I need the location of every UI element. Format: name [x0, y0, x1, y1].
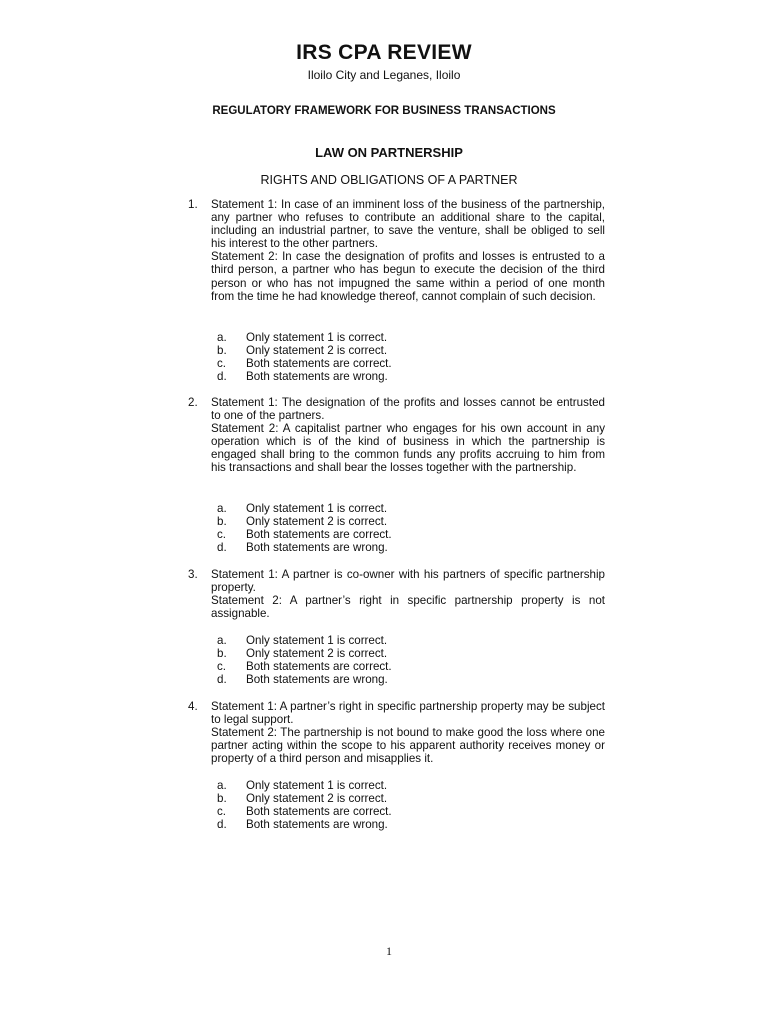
statement-2: Statement 2: A partner’s right in specific partnership property is not assignable. — [211, 594, 605, 621]
question-body — [211, 198, 605, 303]
option-b — [0, 515, 768, 528]
statement-1: Statement 1: The designation of the profits and losses cannot be entrusted to one of the partners. — [211, 396, 605, 423]
option-letter: c. — [217, 660, 227, 674]
option-letter: c. — [217, 528, 227, 542]
answer-options — [0, 634, 768, 686]
document-subtitle: Iloilo City and Leganes, Iloilo — [307, 68, 461, 82]
option-text: Only statement 1 is correct. — [246, 331, 388, 344]
option-letter: b. — [217, 515, 227, 529]
option-b — [0, 647, 768, 660]
option-text: Both statements are correct. — [246, 805, 392, 819]
statement-2: Statement 2: In case the designation of profits and losses is entrusted to a third person, a partner who has begun to execute the decision of the third person or who has not impugned the same within a period of one month from the time he had knowledge thereof, cannot complain of such decision. — [211, 250, 605, 303]
option-letter: d. — [217, 673, 227, 687]
option-text: Both statements are wrong. — [246, 673, 388, 687]
option-text: Both statements are correct. — [246, 357, 392, 371]
option-letter: c. — [217, 805, 227, 819]
option-text: Only statement 2 is correct. — [246, 647, 388, 661]
statement-2: Statement 2: A capitalist partner who engages for his own account in any operation which is of the kind of business in which the partnership is engaged shall bring to the common funds any profits accruing to him from his transactions and shall bear the losses together with the partnership. — [211, 422, 605, 475]
document-title: IRS CPA REVIEW — [296, 41, 472, 64]
option-letter: d. — [217, 370, 227, 384]
question-body — [211, 700, 605, 765]
option-letter: a. — [217, 779, 227, 792]
option-text: Both statements are correct. — [246, 528, 392, 542]
answer-options — [0, 779, 768, 831]
answer-options — [0, 331, 768, 383]
option-b — [0, 344, 768, 357]
statement-2: Statement 2: The partnership is not bound to make good the loss where one partner acting within the scope to his apparent authority receives money or property of a third person and misapplies it. — [211, 726, 605, 766]
option-c — [0, 660, 768, 673]
option-text: Both statements are wrong. — [246, 818, 388, 832]
option-d — [0, 370, 768, 383]
page-number: 1 — [386, 944, 392, 958]
section-heading: RIGHTS AND OBLIGATIONS OF A PARTNER — [260, 173, 518, 187]
option-text: Both statements are wrong. — [246, 370, 388, 384]
option-letter: b. — [217, 792, 227, 806]
option-letter: a. — [217, 502, 227, 515]
option-text: Only statement 2 is correct. — [246, 344, 388, 358]
subject-heading: REGULATORY FRAMEWORK FOR BUSINESS TRANSACTIONS — [212, 105, 556, 117]
question-number: 3. — [188, 568, 198, 581]
option-letter: b. — [217, 344, 227, 358]
answer-options — [0, 502, 768, 554]
option-text: Only statement 1 is correct. — [246, 779, 388, 792]
option-letter: a. — [217, 331, 227, 344]
option-text: Only statement 1 is correct. — [246, 502, 388, 515]
option-a — [0, 779, 768, 792]
option-c — [0, 528, 768, 541]
option-d — [0, 818, 768, 831]
option-a — [0, 502, 768, 515]
option-c — [0, 357, 768, 370]
option-d — [0, 541, 768, 554]
option-a — [0, 634, 768, 647]
question-number: 1. — [188, 198, 198, 211]
statement-1: Statement 1: A partner’s right in specific partnership property may be subject to legal support. — [211, 700, 605, 727]
option-c — [0, 805, 768, 818]
question-body — [211, 396, 605, 475]
option-a — [0, 331, 768, 344]
option-text: Only statement 1 is correct. — [246, 634, 388, 647]
option-d — [0, 673, 768, 686]
option-letter: d. — [217, 818, 227, 832]
option-text: Both statements are wrong. — [246, 541, 388, 555]
option-b — [0, 792, 768, 805]
statement-1: Statement 1: In case of an imminent loss of the business of the partnership, any partner who refuses to contribute an additional share to the capital, including an industrial partner, to save the venture, shall be obliged to sell his interest to the other partners. — [211, 198, 605, 251]
option-letter: d. — [217, 541, 227, 555]
option-text: Only statement 2 is correct. — [246, 792, 388, 806]
topic-heading: LAW ON PARTNERSHIP — [315, 145, 463, 160]
statement-1: Statement 1: A partner is co-owner with his partners of specific partnership property. — [211, 568, 605, 595]
option-letter: c. — [217, 357, 227, 371]
question-number: 2. — [188, 396, 198, 409]
option-text: Both statements are correct. — [246, 660, 392, 674]
option-letter: b. — [217, 647, 227, 661]
question-number: 4. — [188, 700, 198, 713]
option-text: Only statement 2 is correct. — [246, 515, 388, 529]
option-letter: a. — [217, 634, 227, 647]
question-body — [211, 568, 605, 620]
